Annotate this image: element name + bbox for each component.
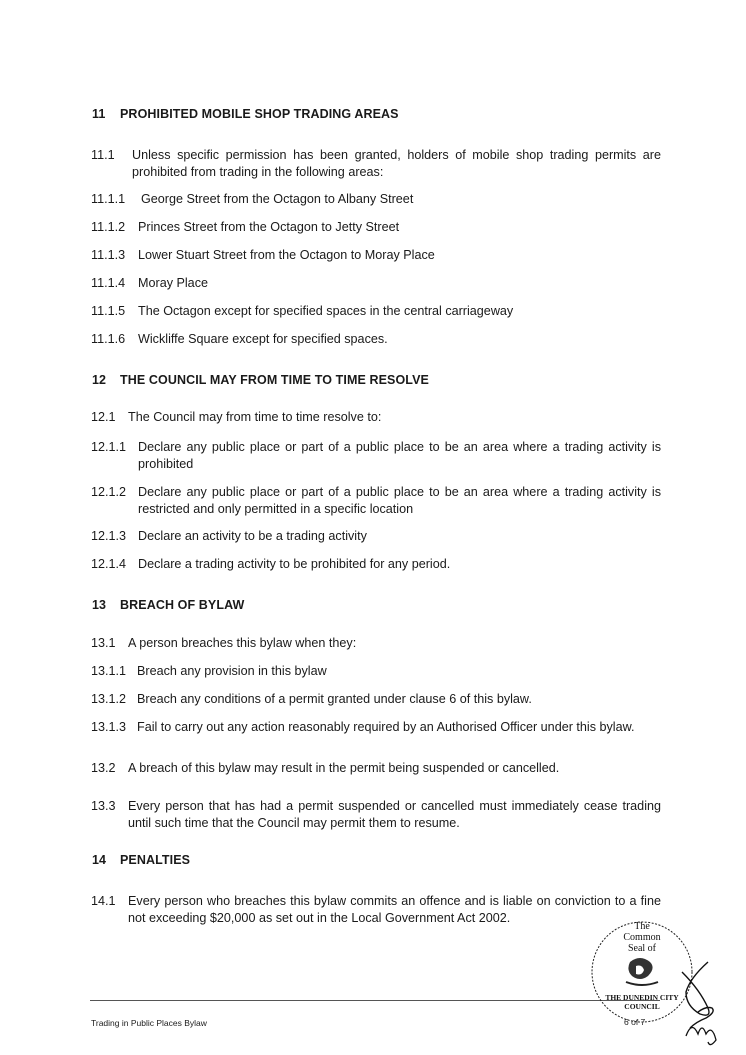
clause-11-1 [91, 147, 661, 180]
section-number: 14 [92, 853, 107, 867]
clause-number: 11.1.5 [91, 304, 126, 318]
clause-number: 12.1 [91, 410, 116, 424]
seal-text-seal-of: Seal of [627, 943, 657, 954]
clause-text: Declare any public place or part of a public place to be an area where a trading activity is prohibited [138, 440, 661, 471]
clause-number: 12.1.1 [91, 440, 127, 454]
clause-text: Every person who breaches this bylaw commits an offence and is liable on conviction to a fine not exceeding $20,000 as set out in the Local Government Act 2002. [128, 894, 661, 925]
clause-text: The Council may from time to time resolve to: [128, 410, 382, 424]
clause-number: 13.3 [91, 799, 116, 813]
clause-number: 12.1.4 [91, 557, 127, 571]
clause-12-1-3 [91, 528, 661, 545]
section-title: PENALTIES [120, 853, 191, 867]
clause-text: Unless specific permission has been granted, holders of mobile shop trading permits are prohibited from trading in the following areas: [132, 148, 661, 179]
clause-11-1-5 [91, 303, 661, 320]
clause-12-1-2 [91, 484, 661, 517]
seal-text-council: COUNCIL [624, 1002, 660, 1011]
section-title: THE COUNCIL MAY FROM TIME TO TIME RESOLVE [120, 373, 429, 387]
clause-number: 11.1.4 [91, 276, 126, 290]
section-number: 12 [92, 373, 107, 387]
clause-text: Moray Place [138, 276, 208, 290]
clause-11-1-1 [91, 191, 661, 208]
clause-12-1 [91, 409, 661, 426]
signature-mark [682, 962, 713, 1028]
clause-text: The Octagon except for specified spaces in the central carriageway [138, 304, 514, 318]
section-title: BREACH OF BYLAW [120, 598, 245, 612]
section-heading-14 [92, 853, 190, 867]
seal-text-the: The [634, 921, 650, 932]
clause-14-1 [91, 893, 661, 926]
section-heading-11 [92, 107, 399, 121]
footer-title: Trading in Public Places Bylaw [91, 1018, 207, 1028]
clause-text: Fail to carry out any action reasonably required by an Authorised Officer under this bylaw. [137, 720, 635, 734]
clause-text: Wickliffe Square except for specified spaces. [138, 332, 388, 346]
clause-number: 12.1.2 [91, 485, 127, 499]
clause-number: 13.1 [91, 636, 116, 650]
page-number: 6 of 7 [624, 1017, 646, 1027]
clause-13-1 [91, 635, 661, 652]
clause-number: 12.1.3 [91, 529, 127, 543]
seal-emblem-icon [626, 958, 658, 985]
footer-divider [90, 1000, 660, 1001]
clause-text: Declare a trading activity to be prohibited for any period. [138, 557, 451, 571]
clause-text: Princes Street from the Octagon to Jetty Street [138, 220, 400, 234]
section-number: 13 [92, 598, 107, 612]
clause-text: Breach any provision in this bylaw [137, 664, 327, 678]
council-seal-stamp [586, 912, 726, 1052]
initials-mark [686, 1027, 716, 1044]
clause-number: 11.1.2 [91, 220, 126, 234]
clause-number: 13.2 [91, 761, 116, 775]
clause-number: 13.1.1 [91, 664, 127, 678]
clause-13-1-1 [91, 663, 661, 680]
clause-text: George Street from the Octagon to Albany Street [141, 192, 414, 206]
clause-text: A breach of this bylaw may result in the permit being suspended or cancelled. [128, 761, 560, 775]
clause-11-1-2 [91, 219, 661, 236]
seal-text-dunedin: THE DUNEDIN CITY [605, 993, 679, 1002]
clause-number: 11.1 [91, 148, 115, 162]
clause-number: 11.1.6 [91, 332, 126, 346]
clause-11-1-4 [91, 275, 661, 292]
clause-text: Declare any public place or part of a public place to be an area where a trading activity is restricted and only permitted in a specific location [138, 485, 661, 516]
section-heading-12 [92, 373, 429, 387]
seal-text-common: Common [623, 932, 661, 943]
clause-13-1-2 [91, 691, 661, 708]
clause-12-1-4 [91, 556, 661, 573]
clause-text: Declare an activity to be a trading activity [138, 529, 367, 543]
clause-text: A person breaches this bylaw when they: [128, 636, 357, 650]
clause-number: 14.1 [91, 894, 116, 908]
clause-13-1-3 [91, 719, 661, 736]
clause-11-1-3 [91, 247, 661, 264]
clause-number: 11.1.3 [91, 248, 126, 262]
section-title: PROHIBITED MOBILE SHOP TRADING AREAS [120, 107, 399, 121]
clause-number: 11.1.1 [91, 192, 126, 206]
clause-text: Lower Stuart Street from the Octagon to Moray Place [138, 248, 435, 262]
clause-text: Breach any conditions of a permit granted under clause 6 of this bylaw. [137, 692, 532, 706]
section-number: 11 [92, 107, 106, 121]
clause-11-1-6 [91, 331, 661, 348]
clause-text: Every person that has had a permit suspended or cancelled must immediately cease trading until such time that the Council may permit them to resume. [128, 799, 661, 830]
clause-12-1-1 [91, 439, 661, 472]
clause-13-3 [91, 798, 661, 831]
clause-number: 13.1.3 [91, 720, 127, 734]
section-heading-13 [92, 598, 244, 612]
clause-13-2 [91, 760, 661, 777]
clause-number: 13.1.2 [91, 692, 127, 706]
